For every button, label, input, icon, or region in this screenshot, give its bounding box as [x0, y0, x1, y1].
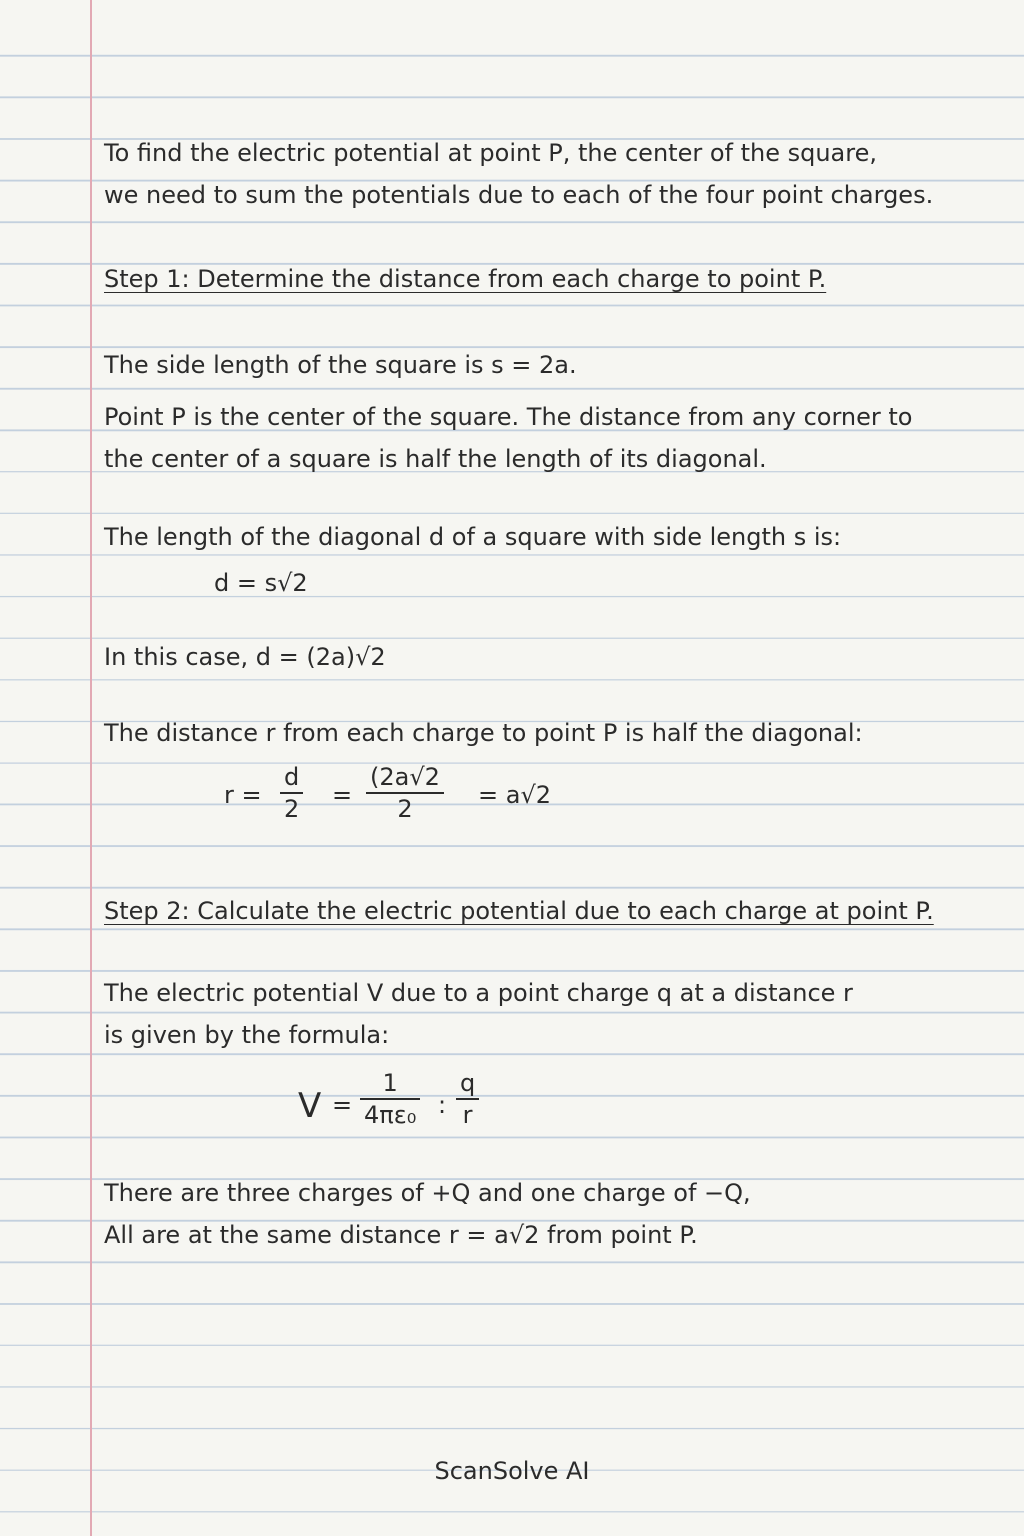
- fraction-d-over-2: [280, 762, 303, 824]
- fraction-numerator: 1: [360, 1068, 420, 1100]
- v-colon: :: [438, 1091, 447, 1119]
- v-lhs: V: [298, 1086, 322, 1126]
- v-equals: =: [332, 1091, 353, 1119]
- intro-line-1: To find the electric potential at point P, the center of the square,: [104, 139, 877, 167]
- diagonal-formula: d = s√2: [214, 569, 308, 597]
- charges-text-2: All are at the same distance r = a√2 from point P.: [104, 1221, 698, 1249]
- charges-text-1: There are three charges of +Q and one charge of −Q,: [104, 1179, 751, 1207]
- fraction-denominator: 2: [284, 795, 300, 823]
- center-text-2: the center of a square is half the length of its diagonal.: [104, 445, 767, 473]
- fraction-numerator: (2a√2: [366, 762, 444, 794]
- fraction-denominator: 4πε₀: [364, 1101, 417, 1129]
- fraction-q-over-r: [456, 1068, 479, 1130]
- diagonal-intro: The length of the diagonal d of a square with side length s is:: [104, 523, 842, 551]
- fraction-numerator: d: [280, 762, 303, 794]
- fraction-numerator: q: [456, 1068, 479, 1100]
- side-length-text: The side length of the square is s = 2a.: [104, 351, 577, 379]
- potential-intro-1: The electric potential V due to a point charge q at a distance r: [104, 979, 853, 1007]
- step1-heading: Step 1: Determine the distance from each charge to point P.: [104, 265, 827, 293]
- fraction-denominator: 2: [397, 795, 413, 823]
- distance-intro: The distance r from each charge to point P is half the diagonal:: [104, 719, 863, 747]
- case-formula: In this case, d = (2a)√2: [104, 643, 386, 671]
- potential-intro-2: is given by the formula:: [104, 1021, 390, 1049]
- watermark-footer: ScanSolve AI: [434, 1457, 590, 1485]
- r-result: = a√2: [478, 781, 552, 809]
- fraction-denominator: r: [462, 1101, 473, 1129]
- fraction-2a-root2-over-2: [366, 762, 444, 824]
- intro-line-2: we need to sum the potentials due to each of the four point charges.: [104, 181, 934, 209]
- step2-heading: Step 2: Calculate the electric potential due to each charge at point P.: [104, 897, 934, 925]
- r-lhs: r =: [224, 781, 262, 809]
- equals-sign: =: [332, 781, 353, 809]
- center-text-1: Point P is the center of the square. The distance from any corner to: [104, 403, 913, 431]
- fraction-1-over-4pi-eps0: [360, 1068, 420, 1130]
